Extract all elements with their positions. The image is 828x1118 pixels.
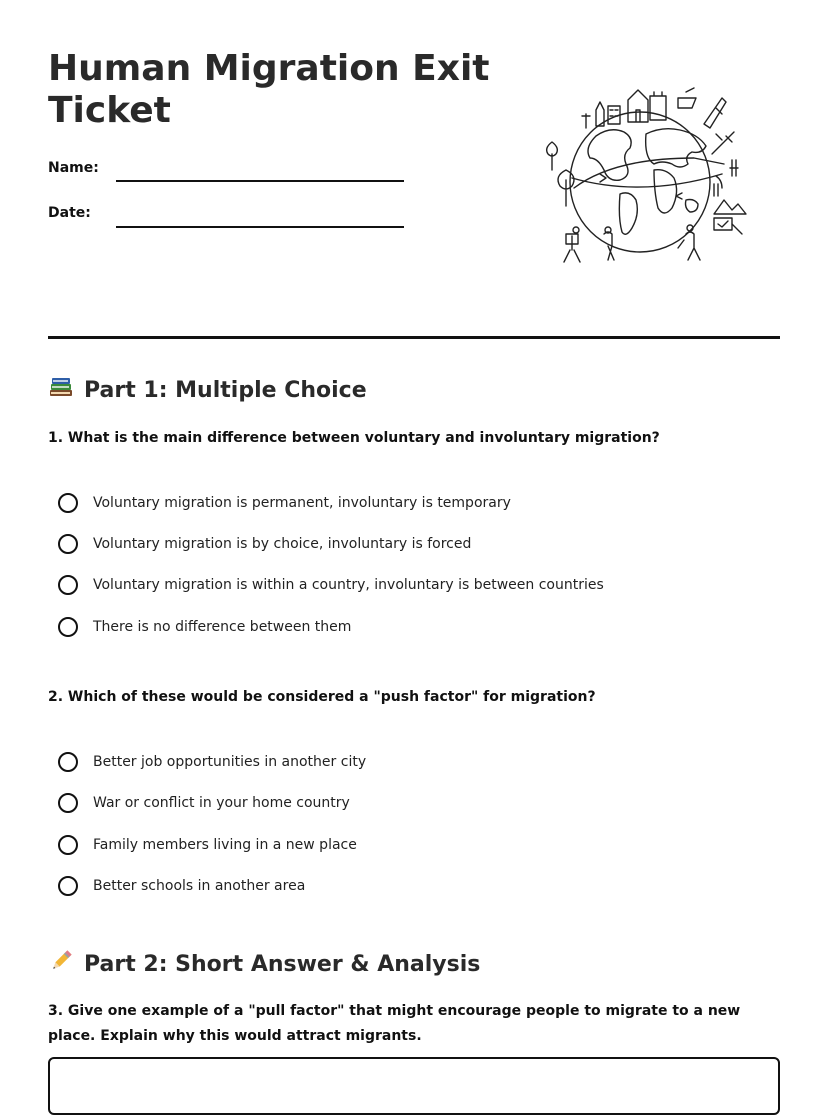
- option-label: There is no difference between them: [93, 619, 352, 635]
- radio-button[interactable]: [58, 835, 78, 855]
- books-icon: [48, 374, 76, 406]
- radio-button[interactable]: [58, 575, 78, 595]
- option-label: Better job opportunities in another city: [93, 754, 367, 770]
- date-field-line[interactable]: [116, 226, 404, 228]
- question-3: 3. Give one example of a "pull factor" that might encourage people to migrate to a new place. Explain why this would attract migrants.: [48, 1003, 741, 1044]
- radio-button[interactable]: [58, 793, 78, 813]
- name-label: Name:: [48, 160, 99, 176]
- radio-button[interactable]: [58, 534, 78, 554]
- date-label: Date:: [48, 205, 91, 221]
- question-1: 1. What is the main difference between voluntary and involuntary migration?: [48, 430, 660, 446]
- radio-button[interactable]: [58, 493, 78, 513]
- q2-option-4[interactable]: [58, 873, 305, 899]
- option-label: Voluntary migration is within a country, involuntary is between countries: [93, 577, 604, 593]
- radio-button[interactable]: [58, 617, 78, 637]
- option-label: Family members living in a new place: [93, 837, 357, 853]
- option-label: Voluntary migration is by choice, involuntary is forced: [93, 536, 472, 552]
- q2-option-3[interactable]: [58, 832, 357, 858]
- name-field-line[interactable]: [116, 180, 404, 182]
- part1-heading: [48, 374, 367, 406]
- part2-heading: [48, 948, 480, 980]
- radio-button[interactable]: [58, 876, 78, 896]
- part1-heading-text: Part 1: Multiple Choice: [84, 377, 367, 403]
- q1-option-4[interactable]: [58, 614, 351, 640]
- page-title: Human Migration Exit Ticket: [48, 48, 490, 131]
- q1-option-3[interactable]: [58, 572, 604, 598]
- pencil-icon: [48, 948, 76, 980]
- question-2: 2. Which of these would be considered a "push factor" for migration?: [48, 689, 596, 705]
- part2-heading-text: Part 2: Short Answer & Analysis: [84, 951, 481, 977]
- answer-textarea[interactable]: [48, 1057, 780, 1115]
- section-divider: [48, 336, 780, 339]
- radio-button[interactable]: [58, 752, 78, 772]
- option-label: Better schools in another area: [93, 878, 306, 894]
- q1-option-1[interactable]: [58, 490, 511, 516]
- globe-migration-illustration: [536, 84, 752, 274]
- q2-option-1[interactable]: [58, 749, 366, 775]
- q2-option-2[interactable]: [58, 790, 350, 816]
- option-label: War or conflict in your home country: [93, 795, 350, 811]
- q1-option-2[interactable]: [58, 531, 471, 557]
- option-label: Voluntary migration is permanent, involuntary is temporary: [93, 495, 511, 511]
